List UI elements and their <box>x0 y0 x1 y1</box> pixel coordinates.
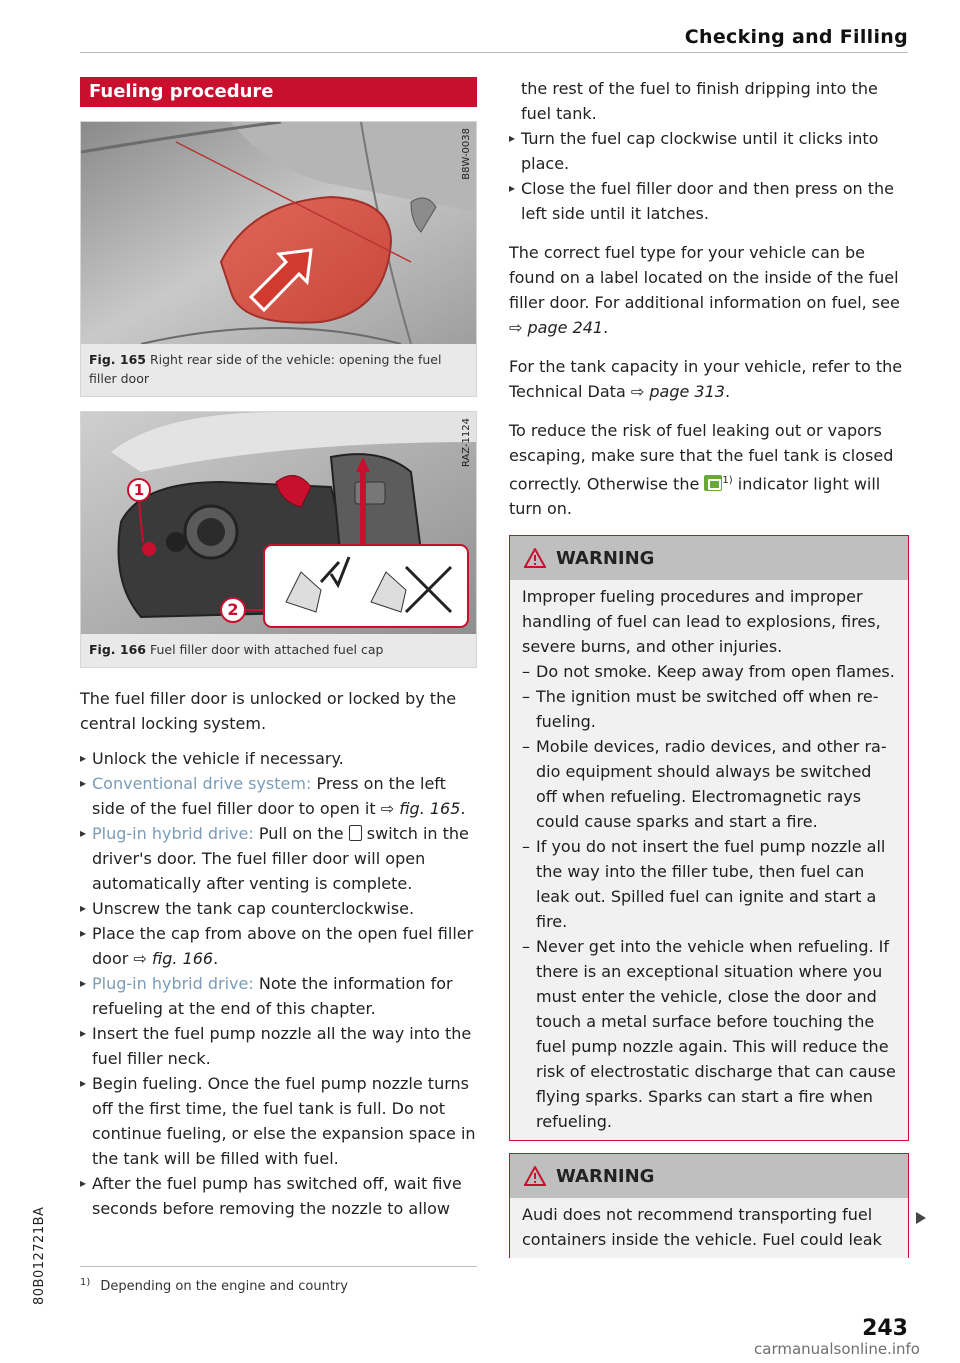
warning-title: WARNING <box>556 1165 655 1187</box>
step-turn-cap: ▸ Turn the fuel cap clockwise until it clicks into place. <box>509 126 909 176</box>
plugin-hybrid-text-a: Pull on the <box>258 824 344 843</box>
figure-165-code: B8W-0038 <box>461 128 472 180</box>
step-unscrew: ▸ Unscrew the tank cap counterclockwise. <box>80 896 477 921</box>
callout-2: 2 <box>227 600 239 619</box>
footnote-marker: 1) <box>80 1277 91 1288</box>
step-plugin-hybrid <box>80 821 477 896</box>
fig-165-link[interactable]: ⇨ fig. 165 <box>380 799 461 818</box>
right-column <box>509 77 909 1258</box>
procedure-steps-right <box>509 126 909 226</box>
step-conventional: ▸ Conventional drive system: Press on the left side of the fuel filler door to open it ⇨ fig. 165. <box>80 771 477 821</box>
intro-paragraph: The fuel filler door is unlocked or locked by the central locking system. <box>80 689 457 733</box>
conventional-label: Conventional drive system: <box>92 774 312 793</box>
tank-capacity-text: For the tank capacity in your vehicle, refer to the Technical Data <box>509 357 903 401</box>
step-insert-nozzle: ▸ Insert the fuel pump nozzle all the way into the fuel filler neck. <box>80 1021 477 1071</box>
warning-box-containers <box>509 1153 909 1258</box>
procedure-steps-left <box>80 746 477 1221</box>
fuel-leak-text-a: To reduce the risk of fuel leaking out or vapors escaping, make sure that the fuel tank is closed correctly. Otherwise the <box>509 421 894 494</box>
continue-arrow-icon <box>914 1211 928 1225</box>
plugin-hybrid-label: Plug-in hybrid drive: <box>92 824 254 843</box>
step-wait: ▸ After the fuel pump has switched off, wait five seconds before removing the nozzle to allow <box>80 1171 477 1221</box>
place-cap-text: Place the cap from above on the open fuel filler door <box>92 924 474 968</box>
warning-body <box>510 580 908 1140</box>
step-begin-fueling: ▸ Begin fueling. Once the fuel pump nozzle turns off the first time, the fuel tank is full. Do not continue fueling, or else the expansion space in the tank will be filled with fuel. <box>80 1071 477 1171</box>
figure-166-image <box>81 412 476 634</box>
fuel-door-switch-icon <box>349 825 362 841</box>
fig-166-link[interactable]: ⇨ fig. 166 <box>133 949 214 968</box>
page-number: 243 <box>862 1316 908 1341</box>
page-313-link[interactable]: ⇨ page 313 <box>630 382 725 401</box>
step-place-cap: ▸ Place the cap from above on the open fuel filler door ⇨ fig. 166. <box>80 921 477 971</box>
figure-165-image <box>81 122 476 344</box>
page-241-link[interactable]: ⇨ page 241 <box>509 318 604 337</box>
header-title: Checking and Filling <box>684 26 908 48</box>
footnote-divider <box>80 1266 477 1267</box>
warning-body: Audi does not recommend transporting fuel containers inside the vehicle. Fuel could leak <box>510 1198 908 1258</box>
plugin-hybrid-text-b: switch in the driver's door. The fuel filler door will open automatically after venting is complete. <box>92 824 469 893</box>
figure-166-code: RAZ-1124 <box>461 418 472 468</box>
left-column <box>80 77 477 1221</box>
figure-166-label: Fig. 166 <box>89 642 146 657</box>
conventional-text: Press on the left side of the fuel filler door to open it <box>92 774 446 818</box>
footnote-text: Depending on the engine and country <box>100 1279 348 1295</box>
header-divider <box>80 52 908 53</box>
step-unlock: ▸ Unlock the vehicle if necessary. <box>80 746 477 771</box>
figure-165 <box>80 121 477 397</box>
watermark: carmanualsonline.info <box>754 1340 920 1358</box>
warning-triangle-icon <box>524 548 546 568</box>
callout-1: 1 <box>133 481 145 499</box>
warning-item: – Never get into the vehicle when refueling. If there is an exceptional situation where you must enter the vehicle, close the door and touch a metal surface before touching the fuel pump nozzle again. This will reduce the risk of electrostatic discharge that can cause flying sparks. Sparks can start a fire when refueling. <box>522 934 896 1134</box>
figure-166-caption <box>81 634 476 667</box>
warning-item: – If you do not insert the fuel pump nozzle all the way into the filler tube, then fuel can leak out. Spilled fuel can ignite and start a fire. <box>522 834 896 934</box>
warning-title: WARNING <box>556 547 655 569</box>
fuel-type-paragraph: The correct fuel type for your vehicle can be found on a label located on the inside of the fuel filler door. For additional information on fuel, see ⇨ page 241. <box>509 243 900 337</box>
warning-header <box>510 536 908 580</box>
warning-item: – Mobile devices, radio devices, and other radio equipment should always be switched off when refueling. Electromagnetic rays could cause sparks and start a fire. <box>522 734 896 834</box>
warning-box-fueling <box>509 535 909 1141</box>
footnote <box>80 1277 348 1294</box>
section-title: Fueling procedure <box>80 77 477 107</box>
hybrid-note-label: Plug-in hybrid drive: <box>92 974 254 993</box>
figure-166-caption-text: Fuel filler door with attached fuel cap <box>149 642 384 657</box>
hybrid-note-text: Note the information for refueling at the end of this chapter. <box>92 974 453 1018</box>
step-close-door: ▸ Close the fuel filler door and then press on the left side until it latches. <box>509 176 909 226</box>
figure-165-caption <box>81 344 476 396</box>
figure-166 <box>80 411 477 668</box>
warning-triangle-icon <box>524 1166 546 1186</box>
figure-165-label: Fig. 165 <box>89 352 146 367</box>
figure-165-caption-text: Right rear side of the vehicle: opening the fuel filler door <box>89 352 442 386</box>
step-wait-continued: the rest of the fuel to finish dripping into the fuel tank. <box>521 79 878 123</box>
fuel-cap-indicator-icon <box>704 475 722 491</box>
fuel-leak-paragraph <box>509 418 909 521</box>
footnote-ref: 1) <box>722 475 733 486</box>
fuel-leak-text-b: indicator light will turn on. <box>509 474 881 519</box>
warning-item: – Do not smoke. Keep away from open flames. <box>522 659 896 684</box>
tank-capacity-paragraph: For the tank capacity in your vehicle, refer to the Technical Data ⇨ page 313. <box>509 357 903 401</box>
warning-item: – The ignition must be switched off when refueling. <box>522 684 896 734</box>
fuel-type-text: The correct fuel type for your vehicle can be found on a label located on the inside of the fuel filler door. For additional information on fuel, see <box>509 243 900 312</box>
warning-intro: Improper fueling procedures and improper handling of fuel can lead to explosions, fires, severe burns, and other injuries. <box>522 587 881 657</box>
step-hybrid-note <box>80 971 477 1021</box>
document-code: 80B012721BA <box>32 1206 47 1305</box>
warning-header <box>510 1154 908 1198</box>
